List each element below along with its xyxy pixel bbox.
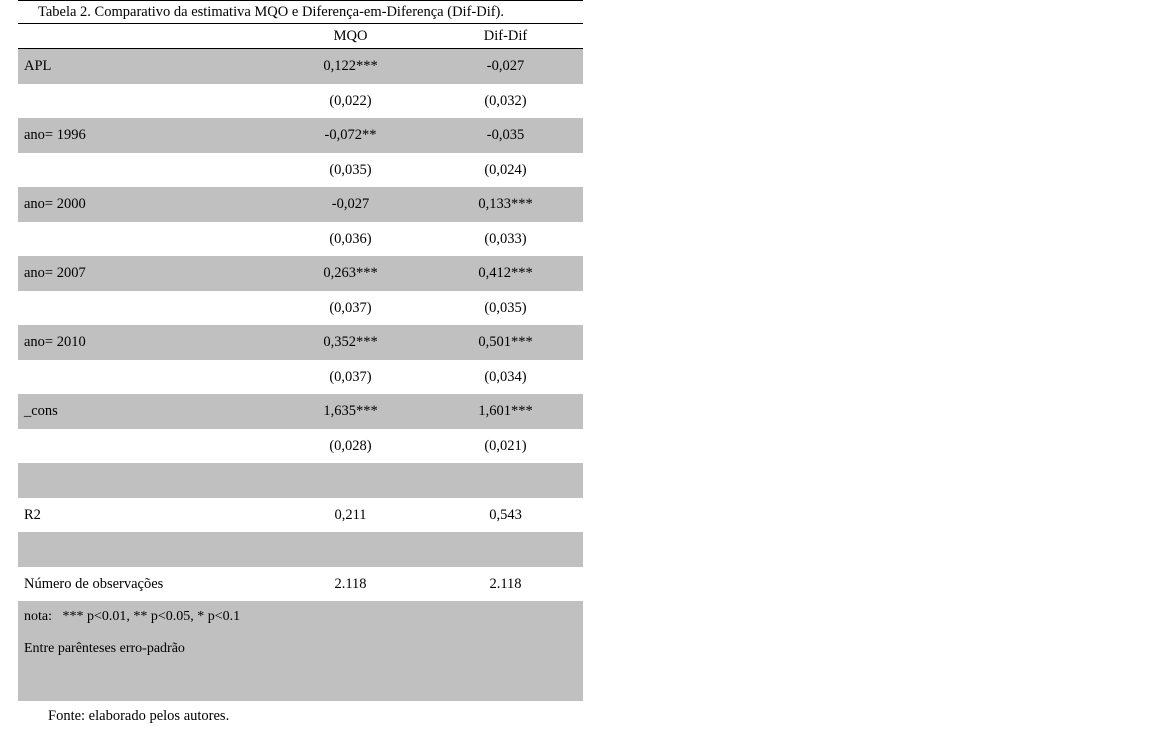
row-value-difdif: 1,601***: [428, 394, 583, 429]
row-value-difdif: 0,501***: [428, 325, 583, 360]
row-value-mqo: 2.118: [273, 567, 428, 601]
row-label: Número de observações: [18, 567, 273, 601]
table-caption: Tabela 2. Comparativo da estimativa MQO e Diferença-em-Diferença (Dif-Dif).: [38, 4, 505, 20]
row-value-mqo: 0,122***: [273, 49, 428, 84]
row-value-difdif: (0,035): [428, 291, 583, 325]
table-spacer-row: [18, 532, 583, 567]
table-container: [18, 0, 583, 701]
row-label: [18, 360, 273, 394]
row-label: [18, 153, 273, 187]
row-label: APL: [18, 49, 273, 84]
table-row: [18, 222, 583, 256]
row-value-mqo: (0,037): [273, 291, 428, 325]
row-value-mqo: 0,263***: [273, 256, 428, 291]
results-table: [18, 24, 583, 48]
row-label: [18, 532, 273, 567]
table-row: [18, 498, 583, 532]
table-row: [18, 429, 583, 463]
row-label: R2: [18, 498, 273, 532]
table-spacer-row: [18, 463, 583, 498]
row-value-mqo: -0,072**: [273, 118, 428, 153]
row-label: _cons: [18, 394, 273, 429]
row-value-mqo: (0,036): [273, 222, 428, 256]
figure-source: Fonte: elaborado pelos autores.: [48, 708, 230, 724]
row-value-mqo: 0,352***: [273, 325, 428, 360]
note-stderr-line: Entre parênteses erro-padrão: [24, 641, 185, 656]
table-notes: [18, 601, 583, 701]
header-cell-difdif: Dif-Dif: [483, 27, 528, 44]
row-value-mqo: (0,022): [273, 84, 428, 118]
row-value-difdif: 2.118: [428, 567, 583, 601]
row-value-difdif: (0,024): [428, 153, 583, 187]
row-value-mqo: [273, 532, 428, 567]
row-label: [18, 429, 273, 463]
row-value-difdif: (0,021): [428, 429, 583, 463]
header-cell-mqo: MQO: [333, 27, 368, 44]
row-value-mqo: (0,028): [273, 429, 428, 463]
row-value-mqo: -0,027: [273, 187, 428, 222]
row-label: [18, 463, 273, 498]
table-row: [18, 567, 583, 601]
table-row: [18, 118, 583, 153]
header-cell-blank: [18, 24, 273, 48]
table-row: [18, 360, 583, 394]
table-row: [18, 49, 583, 84]
row-value-difdif: [428, 463, 583, 498]
table-row: [18, 153, 583, 187]
row-value-mqo: (0,037): [273, 360, 428, 394]
row-value-difdif: -0,035: [428, 118, 583, 153]
row-label: ano= 1996: [18, 118, 273, 153]
row-value-difdif: 0,412***: [428, 256, 583, 291]
row-label: [18, 84, 273, 118]
note-significance-line: [24, 609, 240, 625]
note-significance-text: *** p<0.01, ** p<0.05, * p<0.1: [62, 609, 241, 624]
table-row: [18, 291, 583, 325]
table-row: [18, 187, 583, 222]
table-row: [18, 325, 583, 360]
row-value-difdif: -0,027: [428, 49, 583, 84]
row-value-mqo: 1,635***: [273, 394, 428, 429]
row-label: [18, 291, 273, 325]
row-value-mqo: 0,211: [273, 498, 428, 532]
row-value-difdif: [428, 532, 583, 567]
results-table-body: [18, 49, 583, 601]
row-label: ano= 2000: [18, 187, 273, 222]
row-label: [18, 222, 273, 256]
row-value-difdif: (0,034): [428, 360, 583, 394]
row-label: ano= 2007: [18, 256, 273, 291]
row-value-mqo: [273, 463, 428, 498]
table-row: [18, 394, 583, 429]
row-label: ano= 2010: [18, 325, 273, 360]
table-row: [18, 256, 583, 291]
table-header-row: [18, 24, 583, 48]
table-row: [18, 84, 583, 118]
row-value-difdif: (0,032): [428, 84, 583, 118]
row-value-difdif: 0,133***: [428, 187, 583, 222]
row-value-difdif: (0,033): [428, 222, 583, 256]
note-label: nota:: [24, 609, 52, 624]
row-value-mqo: (0,035): [273, 153, 428, 187]
row-value-difdif: 0,543: [428, 498, 583, 532]
